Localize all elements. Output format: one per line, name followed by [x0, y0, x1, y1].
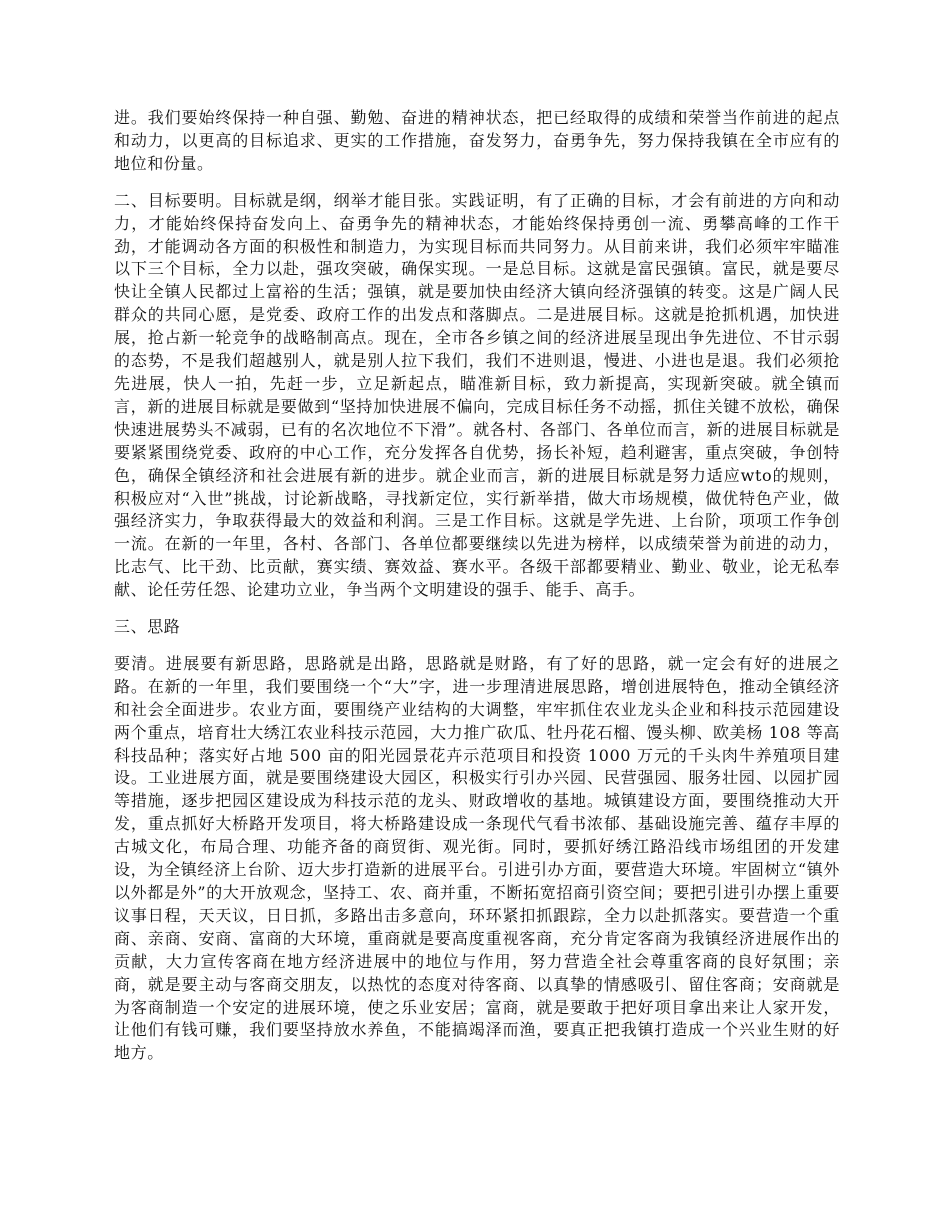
section-heading: 三、思路	[114, 617, 181, 637]
paragraph-goals: 二、目标要明。目标就是纲，纲举才能目张。实践证明，有了正确的目标，才会有前进的方向和动力，才能始终保持奋发向上、奋勇争先的精神状态，才能始终保持勇创一流、勇攀高峰的工作干劲，才能调动各方面的积极性和制造力，为实现目标而共同努力。从目前来讲，我们必须牢牢瞄准以下三个目标，全力以赴，强攻突破，确保实现。一是总目标。这就是富民强镇。富民，就是要尽快让全镇人民都过上富裕的生活；强镇，就是要加快由经济大镇向经济强镇的转变。这是广阔人民群众的共同心愿，是党委、政府工作的出发点和落脚点。二是进展目标。这就是抢抓机遇，加快进展，抢占新一轮竞争的战略制高点。现在，全市各乡镇之间的经济进展呈现出争先进位、不甘示弱的态势，不是我们超越别人，就是别人拉下我们，我们不进则退，慢进、小进也是退。我们必须抢先进展，快人一拍，先赶一步，立足新起点，瞄准新目标，致力新提高，实现新突破。就全镇而言，新的进展目标就是要做到“坚持加快进展不偏向，完成目标任务不动摇，抓住关键不放松，确保快速进展势头不减弱，已有的名次地位不下滑”。就各村、各部门、各单位而言，新的进展目标就是要紧紧围绕党委、政府的中心工作，充分发挥各自优势，扬长补短，趋利避害，重点突破，争创特色，确保全镇经济和社会进展有新的进步。就企业而言，新的进展目标就是努力适应wto的规则，积极应对“入世”挑战，讨论新战略，寻找新定位，实行新举措，做大市场规模，做优特色产业，做强经济实力，争取获得最大的效益和利润。三是工作目标。这就是学先进、上台阶，项项工作争创一流。在新的一年里，各村、各部门、各单位都要继续以先进为榜样，以成绩荣誉为前进的动力，比志气、比干劲、比贡献，赛实绩、赛效益、赛水平。各级干部都要精业、勤业、敬业，论无私奉献、论任劳任怨、论建功立业，争当两个文明建设的强手、能手、高手。	[114, 190, 840, 600]
paragraph-intro: 进。我们要始终保持一种自强、勤勉、奋进的精神状态，把已经取得的成绩和荣誉当作前进的起点和动力，以更高的目标追求、更实的工作措施，奋发努力，奋勇争先，努力保持我镇在全市应有的地位和份量。	[114, 108, 840, 173]
paragraph-ideas: 要清。进展要有新思路，思路就是出路，思路就是财路，有了好的思路，就一定会有好的进展之路。在新的一年里，我们要围绕一个“大”字，进一步理清进展思路，增创进展特色，推动全镇经济和社会全面进步。农业方面，要围绕产业结构的大调整，牢牢抓住农业龙头企业和科技示范园建设两个重点，培育壮大绣江农业科技示范园，大力推广砍瓜、牡丹花石榴、馒头柳、欧美杨 108 等高科技品种；落实好占地 500 亩的阳光园景花卉示范项目和投资 1000 万元的千头肉牛养殖项目建设。工业进展方面，就是要围绕建设大园区，积极实行引办兴园、民营强园、服务壮园、以园扩园等措施，逐步把园区建设成为科技示范的龙头、财政增收的基地。城镇建设方面，要围绕推动大开发，重点抓好大桥路开发项目，将大桥路建设成一条现代气看书浓郁、基础设施完善、蕴存丰厚的古城文化，布局合理、功能齐备的商贸街、观光街。同时，要抓好绣江路沿线市场组团的开发建设，为全镇经济上台阶、迈大步打造新的进展平台。引进引办方面，要营造大环境。牢固树立“镇外以外都是外”的大开放观念，坚持工、农、商并重，不断拓宽招商引资空间；要把引进引办摆上重要议事日程，天天议，日日抓，多路出击多意向，环环紧扣抓跟踪，全力以赴抓落实。要营造一个重商、亲商、安商、富商的大环境，重商就是要高度重视客商，充分肯定客商为我镇经济进展作出的贡献，大力宣传客商在地方经济进展中的地位与作用，努力营造全社会尊重客商的良好氛围；亲商，就是要主动与客商交朋友，以热忱的态度对待客商、以真挚的情感吸引、留住客商；安商就是为客商制造一个安定的进展环境，使之乐业安居；富商，就是要敢于把好项目拿出来让人家开发，让他们有钱可赚，我们要坚持放水养鱼，不能搞竭泽而渔，要真正把我镇打造成一个兴业生财的好地方。	[114, 653, 840, 1063]
document-page	[114, 107, 840, 1079]
